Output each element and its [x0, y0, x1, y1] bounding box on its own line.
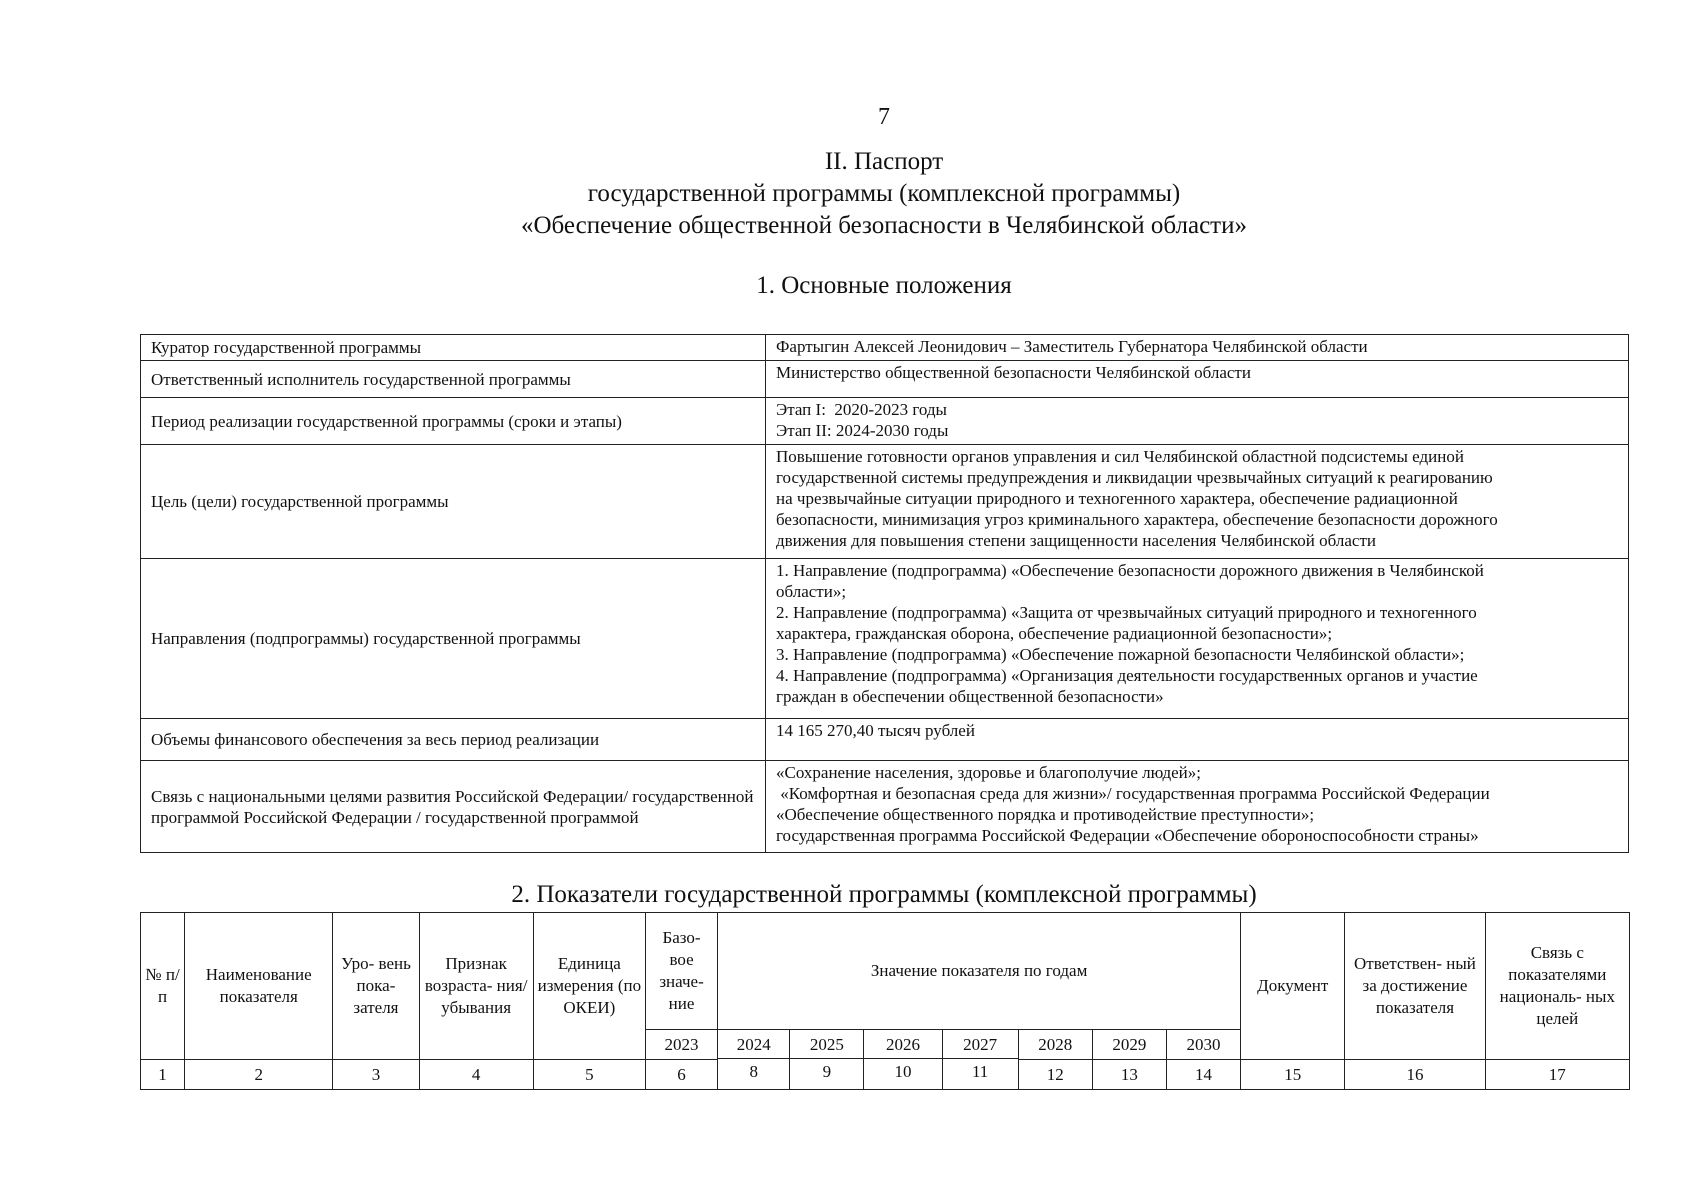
- value-line: движения для повышения степени защищенности населения Челябинской области: [776, 531, 1376, 550]
- passport-value: [766, 445, 1629, 559]
- col-header-document: Документ: [1241, 913, 1345, 1060]
- indicators-table: [140, 912, 1630, 1090]
- column-number-cell: 6: [645, 1060, 717, 1090]
- passport-value: [766, 361, 1629, 398]
- value-line: «Комфортная и безопасная среда для жизни»/ государственная программа Российской Федерации: [776, 784, 1490, 803]
- passport-value: [766, 335, 1629, 361]
- title-line-1: II. Паспорт: [824, 148, 944, 175]
- col-header-unit: Единица измерения (по ОКЕИ): [533, 913, 645, 1060]
- passport-key: Цель (цели) государственной программы: [141, 445, 766, 559]
- passport-value: [766, 761, 1629, 853]
- passport-value: [766, 719, 1629, 761]
- passport-key: Ответственный исполнитель государственной программы: [141, 361, 766, 398]
- passport-table: [140, 334, 1629, 853]
- col-header-num: № п/ п: [141, 913, 185, 1060]
- column-number-cell: 4: [419, 1060, 533, 1090]
- column-number-cell: 12: [1018, 1060, 1092, 1090]
- section-1-heading: 1. Основные положения: [756, 272, 1012, 299]
- passport-row-financing: [141, 719, 1629, 761]
- value-line: государственной системы предупреждения и ликвидации чрезвычайных ситуаций к реагированию: [776, 468, 1493, 487]
- year-cell: [790, 1030, 864, 1090]
- year-cell: 2023: [645, 1030, 717, 1060]
- passport-key: Период реализации государственной программы (сроки и этапы): [141, 398, 766, 445]
- passport-row-curator: [141, 335, 1629, 361]
- value-line: 14 165 270,40 тысяч рублей: [776, 721, 975, 740]
- value-line: 3. Направление (подпрограмма) «Обеспечение пожарной безопасности Челябинской области»;: [776, 645, 1465, 664]
- column-number-cell: 2: [185, 1060, 333, 1090]
- value-line: области»;: [776, 582, 847, 601]
- value-line: безопасности, минимизация угроз криминального характера, обеспечение безопасности дорожного: [776, 510, 1498, 529]
- value-line: Фартыгин Алексей Леонидович – Заместитель Губернатора Челябинской области: [776, 337, 1368, 356]
- passport-key: Связь с национальными целями развития Российской Федерации/ государственной программой Российской Федерации / государственной программой: [141, 761, 766, 853]
- title-line-3: «Обеспечение общественной безопасности в Челябинской области»: [520, 212, 1247, 239]
- col-header-trend: Признак возраста- ния/ убывания: [419, 913, 533, 1060]
- column-number-cell: 14: [1166, 1060, 1240, 1090]
- column-number-cell: 8: [749, 1062, 758, 1081]
- value-line: 2. Направление (подпрограмма) «Защита от чрезвычайных ситуаций природного и техногенного: [776, 603, 1477, 622]
- value-line: государственная программа Российской Федерации «Обеспечение обороноспособности страны»: [776, 826, 1479, 845]
- value-line: на чрезвычайные ситуации природного и техногенного характера, обеспечение радиационной: [776, 489, 1458, 508]
- col-header-responsible: Ответствен- ный за достижение показателя: [1345, 913, 1485, 1060]
- year-cell: 2029: [1092, 1030, 1166, 1060]
- column-number-cell: 5: [533, 1060, 645, 1090]
- page-number: 7: [878, 104, 890, 130]
- column-number-cell: 10: [894, 1062, 912, 1081]
- year-cell: 2030: [1166, 1030, 1240, 1060]
- column-number-cell: 15: [1241, 1060, 1345, 1090]
- column-number-cell: 17: [1485, 1060, 1629, 1090]
- value-line: Повышение готовности органов управления и сил Челябинской областной подсистемы единой: [776, 447, 1464, 466]
- year-label: 2027: [943, 1034, 1018, 1059]
- title-line-2: государственной программы (комплексной программы): [587, 180, 1181, 207]
- col-header-name: Наименование показателя: [185, 913, 333, 1060]
- value-line: «Сохранение населения, здоровье и благополучие людей»;: [776, 763, 1201, 782]
- year-label: 2024: [718, 1034, 789, 1059]
- year-cell: [942, 1030, 1018, 1090]
- passport-row-goal: [141, 445, 1629, 559]
- passport-key: Куратор государственной программы: [141, 335, 766, 361]
- value-line: граждан в обеспечении общественной безопасности»: [776, 687, 1164, 706]
- value-line: «Обеспечение общественного порядка и противодействие преступности»;: [776, 805, 1315, 824]
- col-header-base: Базо- вое значе- ние: [645, 913, 717, 1030]
- col-header-level: Уро- вень пока- зателя: [333, 913, 419, 1060]
- col-header-link: Связь с показателями националь- ных целей: [1485, 913, 1629, 1060]
- year-cell: 2028: [1018, 1030, 1092, 1060]
- passport-value: [766, 559, 1629, 719]
- passport-row-executor: [141, 361, 1629, 398]
- passport-row-national-goals: [141, 761, 1629, 853]
- year-label: 2026: [864, 1034, 941, 1059]
- value-line: Этап I: 2020-2023 годы: [776, 400, 947, 419]
- column-number-cell: 11: [971, 1062, 989, 1081]
- value-line: характера, гражданская оборона, обеспечение радиационной безопасности»;: [776, 624, 1333, 643]
- column-number-cell: 1: [141, 1060, 185, 1090]
- column-number-cell: 3: [333, 1060, 419, 1090]
- value-line: Этап II: 2024-2030 годы: [776, 421, 949, 440]
- value-line: 4. Направление (подпрограмма) «Организация деятельности государственных органов и участие: [776, 666, 1478, 685]
- passport-value: [766, 398, 1629, 445]
- column-number-cell: 16: [1345, 1060, 1485, 1090]
- column-number-cell: 9: [822, 1062, 832, 1081]
- col-header-years-group: Значение показателя по годам: [718, 913, 1241, 1030]
- column-number-cell: 13: [1092, 1060, 1166, 1090]
- passport-key: Направления (подпрограммы) государственной программы: [141, 559, 766, 719]
- value-line: Министерство общественной безопасности Челябинской области: [776, 363, 1251, 382]
- passport-row-directions: [141, 559, 1629, 719]
- document-title: [0, 146, 1698, 242]
- value-line: 1. Направление (подпрограмма) «Обеспечение безопасности дорожного движения в Челябинской: [776, 561, 1484, 580]
- indicators-header-row: [141, 913, 1630, 1030]
- passport-key: Объемы финансового обеспечения за весь период реализации: [141, 719, 766, 761]
- section-2-heading: 2. Показатели государственной программы (комплексной программы): [511, 881, 1257, 908]
- passport-row-period: [141, 398, 1629, 445]
- year-label: 2025: [790, 1034, 863, 1059]
- year-cell: [718, 1030, 790, 1090]
- year-cell: [864, 1030, 942, 1090]
